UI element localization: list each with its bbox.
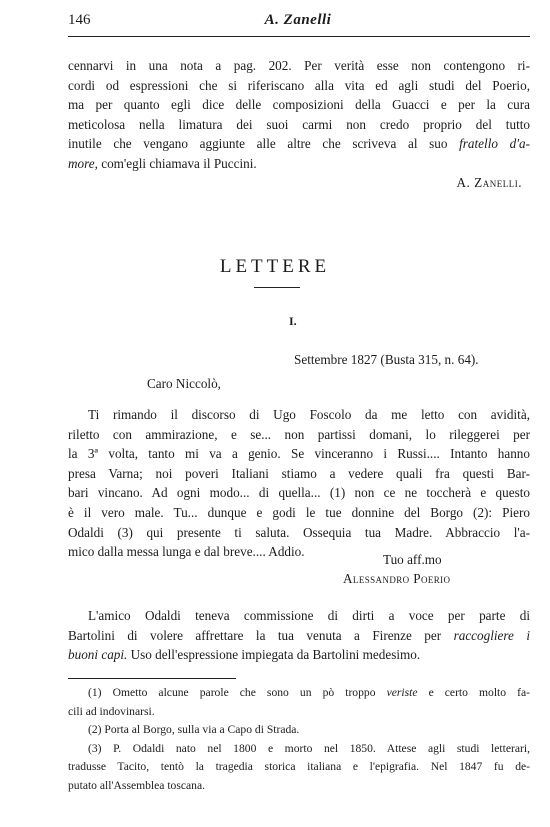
footnote-1-cont: cili ad indovinarsi.	[68, 704, 155, 718]
text-line	[68, 154, 530, 174]
text-line: riletto con ammirazione, e se... non partissi domani, lo rileggerei per	[68, 426, 530, 442]
text-line: bari vincano. Ad ogni modo... di quella... (1) non ce ne toccherà e questo	[68, 485, 530, 501]
text-line: cordi od espressioni che si riferiscano alla vita ed agli studi del Poerio,	[68, 77, 530, 93]
text-segment: Bartolini di volere affrettare la tua venuta a Firenze per	[68, 627, 442, 643]
footnotes	[68, 684, 530, 796]
text-segment: e certo molto fa-	[428, 686, 531, 699]
letter-signer: Alessandro Poerio	[343, 571, 451, 586]
text-segment: inutile che vengano aggiunte alle altre che scriveva al suo	[68, 136, 448, 152]
text-line: Odaldi (3) qui presente ti saluta. Ossequia tua Madre. Abbraccio l'a-	[68, 524, 530, 540]
text-line: meticolosa nella limatura dei suoi carmi non credo proprio del tutto	[68, 116, 530, 132]
title-rule	[254, 287, 300, 288]
text-line: presa Varna; noi poveri Italiani stiamo a vedere quali fra questi Bar-	[68, 465, 530, 481]
italic-phrase: veriste	[386, 686, 418, 699]
text-line: ma per quanto egli dice delle composizioni della Guacci e per la cura	[68, 97, 530, 113]
text-line	[68, 134, 530, 154]
text-line: L'amico Odaldi teneva commissione di dirti a voce per parte di	[88, 608, 530, 623]
letter-closing: Tuo aff.mo	[383, 552, 442, 567]
text-line	[68, 645, 530, 665]
intro-paragraph	[68, 56, 530, 174]
header-rule	[68, 36, 530, 37]
italic-phrase: buoni capi.	[68, 647, 128, 663]
text-line: mico dalla messa lunga e dal breve.... Addio.	[68, 544, 305, 560]
italic-phrase: more,	[68, 155, 98, 171]
commentary-paragraph	[68, 606, 530, 665]
author-signature: A. Zanelli.	[456, 175, 522, 190]
text-line	[68, 626, 530, 646]
footnote-3-cont: tradusse Tacito, tentò la tragedia storica italiana e l'epigrafia. Nel 1847 fu de-	[68, 760, 530, 774]
footnote-3-end: putato all'Assemblea toscana.	[68, 778, 205, 792]
letter-body	[68, 405, 530, 562]
page-number: 146	[68, 12, 91, 28]
footnote-1	[68, 684, 530, 703]
text-line: cennarvi in una nota a pag. 202. Per verità esse non contengono ri-	[68, 58, 530, 73]
footnote-2: (2) Porta al Borgo, sulla via a Capo di Strada.	[88, 723, 300, 737]
running-head: A. Zanelli	[264, 12, 332, 28]
page-header	[68, 12, 528, 36]
text-line: la 3ª volta, tanto mi va a genio. Se vinceranno i Russi.... Intanto hanno	[68, 446, 530, 462]
letter-number: I.	[289, 314, 297, 328]
text-segment: (1) Ometto alcune parole che sono un pò troppo	[88, 686, 376, 699]
letter-salutation: Caro Niccolò,	[147, 376, 221, 391]
text-line: è il vero male. Tu... dunque e godi le tue donnine del Borgo (2): Piero	[68, 504, 530, 520]
footnote-rule	[68, 678, 236, 679]
italic-phrase: raccogliere i	[453, 627, 530, 643]
text-segment: Uso dell'espressione impiegata da Bartolini medesimo.	[130, 647, 421, 663]
text-line: Ti rimando il discorso di Ugo Foscolo da me letto con avidità,	[88, 407, 530, 422]
text-segment: com'egli chiamava il Puccini.	[101, 155, 257, 171]
section-title: LETTERE	[219, 256, 331, 277]
letter-date: Settembre 1827 (Busta 315, n. 64).	[294, 352, 479, 367]
italic-phrase: fratello d'a-	[459, 136, 531, 152]
footnote-3: (3) P. Odaldi nato nel 1800 e morto nel 1850. Attese agli studi letterari,	[88, 741, 530, 755]
